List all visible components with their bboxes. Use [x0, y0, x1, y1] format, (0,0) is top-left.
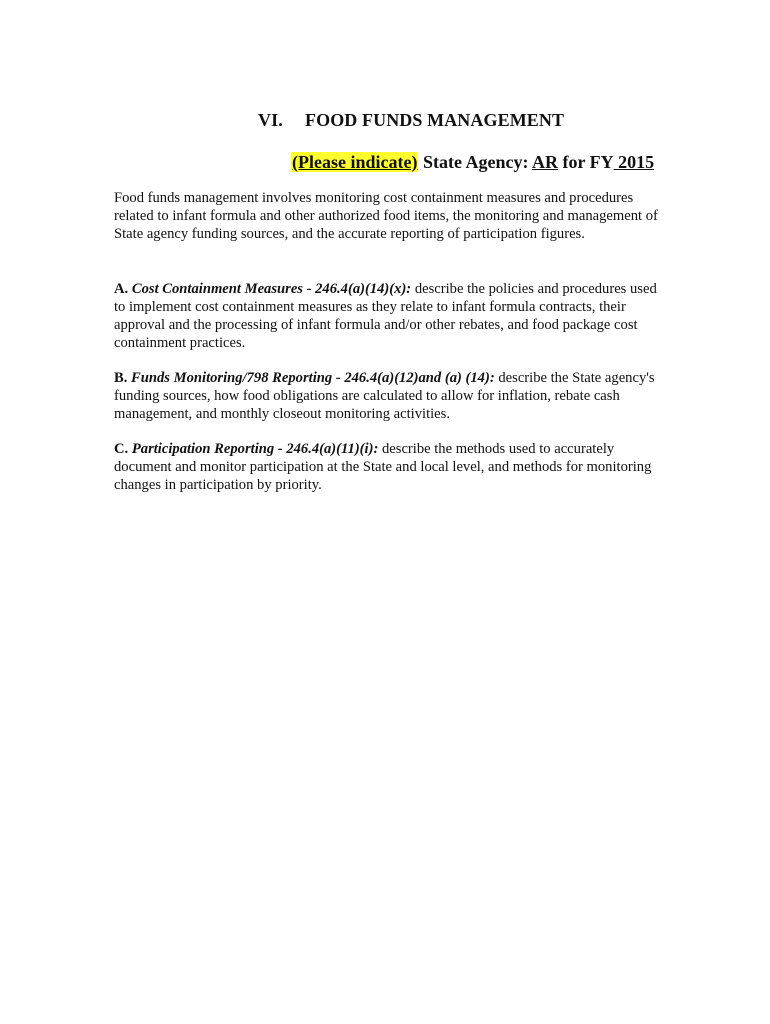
fiscal-year-label: for FY: [562, 152, 614, 172]
item-text: describe the methods used to accurately document and monitor participation at the State and local level, and methods for monitoring changes in participation by priority.: [114, 441, 652, 493]
intro-paragraph: Food funds management involves monitoring cost containment measures and procedures related to infant formula and other authorized food items, the monitoring and management of State agency funding sources, and the accurate reporting of participation figures.: [114, 190, 658, 242]
item-a-paragraph: [114, 280, 664, 352]
item-b-paragraph: [114, 369, 664, 423]
item-text: describe the State agency's funding sources, how food obligations are calculated to allow for inflation, rebate cash management, and monthly closeout monitoring activities.: [114, 370, 655, 422]
item-c-paragraph: [114, 440, 664, 494]
item-letter: A.: [114, 281, 129, 297]
item-title: Funds Monitoring/798 Reporting - 246.4(a)(12)and (a) (14):: [131, 370, 495, 386]
item-letter: B.: [114, 370, 128, 386]
item-title: Participation Reporting - 246.4(a)(11)(i):: [131, 441, 379, 457]
state-agency-line: [291, 152, 654, 173]
please-indicate-highlight: (Please indicate): [292, 152, 418, 172]
fiscal-year-value: 2015: [618, 152, 655, 172]
item-letter: C.: [114, 441, 129, 457]
item-text: describe the policies and procedures used to implement cost containment measures as they relate to infant formula contracts, their approval and the processing of infant formula and/or other rebates, and food package cost containment practices.: [114, 281, 657, 351]
item-title: Cost Containment Measures - 246.4(a)(14)(x):: [131, 281, 412, 297]
section-heading: [258, 110, 564, 131]
section-title: FOOD FUNDS MANAGEMENT: [305, 110, 565, 130]
section-number: VI.: [258, 110, 283, 130]
state-agency-value: AR: [531, 152, 558, 172]
state-agency-label: State Agency:: [422, 152, 529, 172]
